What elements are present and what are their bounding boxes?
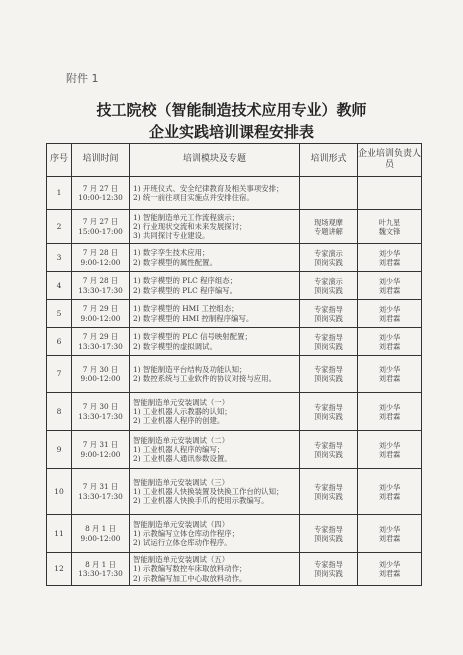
row-number-text: 4	[56, 280, 62, 290]
training-form-text: 顶岗实践	[314, 569, 343, 578]
training-date: 7 月 27 日	[82, 217, 119, 227]
training-form	[300, 393, 358, 431]
table-row	[47, 469, 422, 515]
training-time	[72, 553, 130, 586]
training-form-text: 专家指导	[314, 402, 343, 412]
header-person: 企业培训负责人员	[358, 144, 422, 177]
topic-line: 2) 工业机器人程序的创建。	[133, 416, 225, 426]
header-time: 培训时间	[72, 144, 130, 177]
topic-line: 2) 工业机器人快换手爪的使用示教编写。	[133, 496, 269, 506]
row-number	[47, 356, 72, 393]
person-name: 刘少华	[378, 332, 401, 342]
person-name: 刘君霖	[378, 374, 401, 383]
training-form	[300, 210, 358, 244]
training-date: 8 月 1 日	[85, 559, 116, 569]
training-form-text: 专家指导	[314, 365, 343, 374]
topic-line: 2) 数字模型的 HMI 控制程序编写。	[133, 313, 254, 323]
training-date: 7 月 29 日	[82, 332, 119, 342]
topic-line: 2) 示教编写加工中心取放料动作。	[133, 573, 247, 583]
training-form-text: 专家演示	[314, 276, 343, 286]
row-number-text: 11	[54, 528, 64, 538]
training-form-text: 顶岗实践	[314, 374, 343, 383]
training-time	[72, 328, 130, 356]
table-row	[47, 300, 422, 328]
table-row	[47, 431, 422, 469]
document-title: 技工院校（智能制造技术应用专业）教师	[96, 101, 367, 119]
schedule-table	[46, 143, 422, 586]
topic-line: 1) 智能制造平台结构及功能认知；	[133, 364, 247, 374]
person-name: 刘少华	[378, 524, 401, 534]
person-name: 刘君霖	[378, 257, 401, 267]
table-row	[47, 553, 422, 586]
training-form-text: 顶岗实践	[314, 449, 343, 459]
topic-line: 智能制造单元安装调试（二）	[133, 435, 230, 445]
person-name: 刘少华	[378, 276, 401, 286]
training-date: 7 月 28 日	[82, 248, 119, 258]
topic-line: 2) 数控系统与工业软件的协议对接与应用。	[133, 374, 276, 383]
row-number	[47, 515, 72, 553]
document-subtitle: 企业实践培训课程安排表	[148, 123, 314, 141]
training-hours: 9:00-12:00	[80, 374, 121, 383]
training-form-text: 顶岗实践	[314, 313, 343, 323]
row-number	[47, 431, 72, 469]
row-number-text: 5	[56, 308, 62, 318]
training-topics	[130, 356, 300, 393]
topic-line: 3) 共同探讨专业建设。	[133, 231, 210, 241]
table-row	[47, 210, 422, 244]
training-form-text: 顶岗实践	[314, 491, 343, 501]
person-name: 刘君霖	[378, 341, 401, 351]
person-name: 刘少华	[378, 560, 401, 569]
training-time	[72, 515, 130, 553]
row-number-text: 6	[56, 336, 62, 346]
training-topics	[130, 393, 300, 431]
row-number	[47, 553, 72, 586]
topic-line: 1) 数字模型的 HMI 工控组态；	[133, 304, 239, 314]
topic-line: 2) 数字模型的 PLC 程序编写。	[133, 285, 238, 295]
responsible-person	[358, 515, 422, 553]
training-topics	[130, 210, 300, 244]
person-name: 刘君霖	[378, 313, 401, 323]
training-form-text: 顶岗实践	[314, 257, 343, 267]
training-form-text: 专家指导	[314, 560, 343, 569]
training-topics	[130, 244, 300, 272]
person-name: 刘少华	[378, 440, 401, 450]
training-time	[72, 431, 130, 469]
training-form	[300, 272, 358, 300]
person-name: 刘少华	[378, 365, 401, 374]
person-name: 刘少华	[378, 402, 401, 412]
training-date: 7 月 30 日	[82, 402, 119, 412]
topic-line: 1) 示教编写立体仓库动作程序；	[133, 528, 240, 538]
training-hours: 13:30-17:30	[78, 491, 123, 501]
row-number	[47, 393, 72, 431]
training-time	[72, 272, 130, 300]
training-hours: 9:00-12:00	[80, 449, 121, 459]
training-topics	[130, 328, 300, 356]
table-header-row	[47, 144, 422, 177]
training-form	[300, 515, 358, 553]
training-hours: 15:00-17:00	[78, 226, 123, 236]
responsible-person	[358, 469, 422, 515]
training-form	[300, 177, 358, 210]
training-topics	[130, 177, 300, 210]
responsible-person	[358, 210, 422, 244]
training-time	[72, 177, 130, 210]
training-time	[72, 469, 130, 515]
training-topics	[130, 300, 300, 328]
training-hours: 10:00-12:30	[78, 193, 123, 202]
training-form-text: 顶岗实践	[314, 411, 343, 421]
training-topics	[130, 431, 300, 469]
training-form-text: 顶岗实践	[314, 341, 343, 351]
person-name: 刘君霖	[378, 569, 401, 578]
responsible-person	[358, 300, 422, 328]
training-form	[300, 328, 358, 356]
row-number	[47, 469, 72, 515]
training-hours: 9:00-12:00	[80, 313, 121, 323]
responsible-person	[358, 431, 422, 469]
person-name: 刘少华	[378, 248, 401, 258]
training-time	[72, 244, 130, 272]
table-row	[47, 272, 422, 300]
training-hours: 9:00-12:00	[80, 533, 121, 543]
topic-line: 智能制造单元安装调试（五）	[133, 555, 230, 565]
training-hours: 13:30-17:30	[78, 569, 123, 578]
row-number-text: 2	[56, 221, 62, 231]
training-date: 7 月 28 日	[82, 276, 119, 286]
training-form	[300, 244, 358, 272]
row-number-text: 3	[56, 252, 62, 262]
table-body	[47, 177, 422, 586]
responsible-person	[358, 328, 422, 356]
row-number-text: 12	[54, 564, 64, 574]
responsible-person	[358, 177, 422, 210]
row-number-text: 10	[54, 486, 64, 496]
person-name: 刘君霖	[378, 491, 401, 501]
responsible-person	[358, 393, 422, 431]
training-form-text: 专家指导	[314, 482, 343, 492]
row-number-text: 8	[56, 406, 62, 416]
responsible-person	[358, 356, 422, 393]
training-topics	[130, 553, 300, 586]
training-topics	[130, 272, 300, 300]
person-name: 刘君霖	[378, 285, 401, 295]
person-name: 刘君霖	[378, 449, 401, 459]
topic-line: 1) 工业机器人示教器的认知；	[133, 406, 232, 416]
person-name: 刘少华	[378, 482, 401, 492]
training-form	[300, 469, 358, 515]
topic-line: 智能制造单元安装调试（四）	[133, 519, 230, 529]
row-number	[47, 244, 72, 272]
topic-line: 1) 智能制造单元工作流程演示；	[133, 212, 240, 222]
row-number	[47, 272, 72, 300]
row-number	[47, 177, 72, 210]
header-topic: 培训模块及专题	[130, 144, 300, 177]
row-number	[47, 328, 72, 356]
topic-line: 智能制造单元安装调试（三）	[133, 477, 230, 487]
training-form-text: 专家演示	[314, 248, 343, 258]
row-number	[47, 210, 72, 244]
responsible-person	[358, 553, 422, 586]
table-row	[47, 244, 422, 272]
topic-line: 智能制造单元安装调试（一）	[133, 397, 230, 407]
training-form-text: 顶岗实践	[314, 533, 343, 543]
responsible-person	[358, 272, 422, 300]
person-name: 叶九星	[378, 217, 401, 227]
training-time	[72, 393, 130, 431]
topic-line: 1) 开班仪式、安全纪律教育及相关事项安排；	[133, 183, 284, 193]
table-row	[47, 328, 422, 356]
topic-line: 1) 工业机器人程序的编写；	[133, 444, 225, 454]
table-row	[47, 356, 422, 393]
training-form-text: 专题讲解	[314, 226, 343, 236]
topic-line: 2) 工业机器人通讯参数设置。	[133, 454, 232, 464]
table-row	[47, 515, 422, 553]
person-name: 刘少华	[378, 304, 401, 314]
training-topics	[130, 469, 300, 515]
training-time	[72, 300, 130, 328]
training-form	[300, 356, 358, 393]
row-number-text: 7	[56, 369, 62, 379]
training-form	[300, 553, 358, 586]
training-form	[300, 300, 358, 328]
training-hours: 13:30-17:30	[78, 285, 123, 295]
training-form-text: 现场观摩	[314, 217, 343, 227]
table-row	[47, 177, 422, 210]
training-topics	[130, 515, 300, 553]
topic-line: 2) 数字模型的虚拟调试。	[133, 341, 217, 351]
training-hours: 13:30-17:30	[78, 411, 123, 421]
topic-line: 2) 试运行立体仓库动作程序。	[133, 538, 232, 548]
training-date: 7 月 30 日	[82, 364, 119, 374]
table-row	[47, 393, 422, 431]
row-number-text: 9	[56, 444, 62, 454]
topic-line: 2) 数字模型的属性配置。	[133, 257, 217, 267]
training-form-text: 专家指导	[314, 440, 343, 450]
topic-line: 1) 数字模型的 PLC 信号映射配置；	[133, 332, 252, 342]
training-form	[300, 431, 358, 469]
topic-line: 1) 示教编写数控车床取放料动作；	[133, 564, 247, 574]
topic-line: 1) 工业机器人快换装置及快换工作台的认知；	[133, 486, 284, 496]
topic-line: 2) 统一前往项目实施点并安排住宿。	[133, 193, 254, 202]
person-name: 刘君霖	[378, 411, 401, 421]
training-date: 7 月 31 日	[82, 482, 119, 492]
training-form-text: 专家指导	[314, 332, 343, 342]
training-hours: 9:00-12:00	[80, 257, 121, 267]
responsible-person	[358, 244, 422, 272]
header-form: 培训形式	[300, 144, 358, 177]
topic-line: 1) 数字孪生技术应用；	[133, 248, 210, 258]
header-no: 序号	[47, 144, 72, 177]
topic-line: 2) 行业现状交流和未来发展探讨；	[133, 221, 247, 231]
training-date: 7 月 27 日	[82, 183, 119, 193]
topic-line: 1) 数字模型的 PLC 程序组态；	[133, 276, 238, 286]
row-number	[47, 300, 72, 328]
training-date: 8 月 1 日	[85, 524, 116, 534]
attachment-label: 附件 1	[66, 72, 99, 85]
person-name: 刘君霖	[378, 533, 401, 543]
training-form-text: 顶岗实践	[314, 285, 343, 295]
training-date: 7 月 29 日	[82, 304, 119, 314]
training-time	[72, 210, 130, 244]
training-time	[72, 356, 130, 393]
training-form-text: 专家指导	[314, 304, 343, 314]
training-hours: 13:30-17:30	[78, 341, 123, 351]
training-form-text: 专家指导	[314, 524, 343, 534]
training-date: 7 月 31 日	[82, 440, 119, 450]
person-name: 魏文锋	[378, 226, 401, 236]
row-number-text: 1	[56, 188, 62, 198]
